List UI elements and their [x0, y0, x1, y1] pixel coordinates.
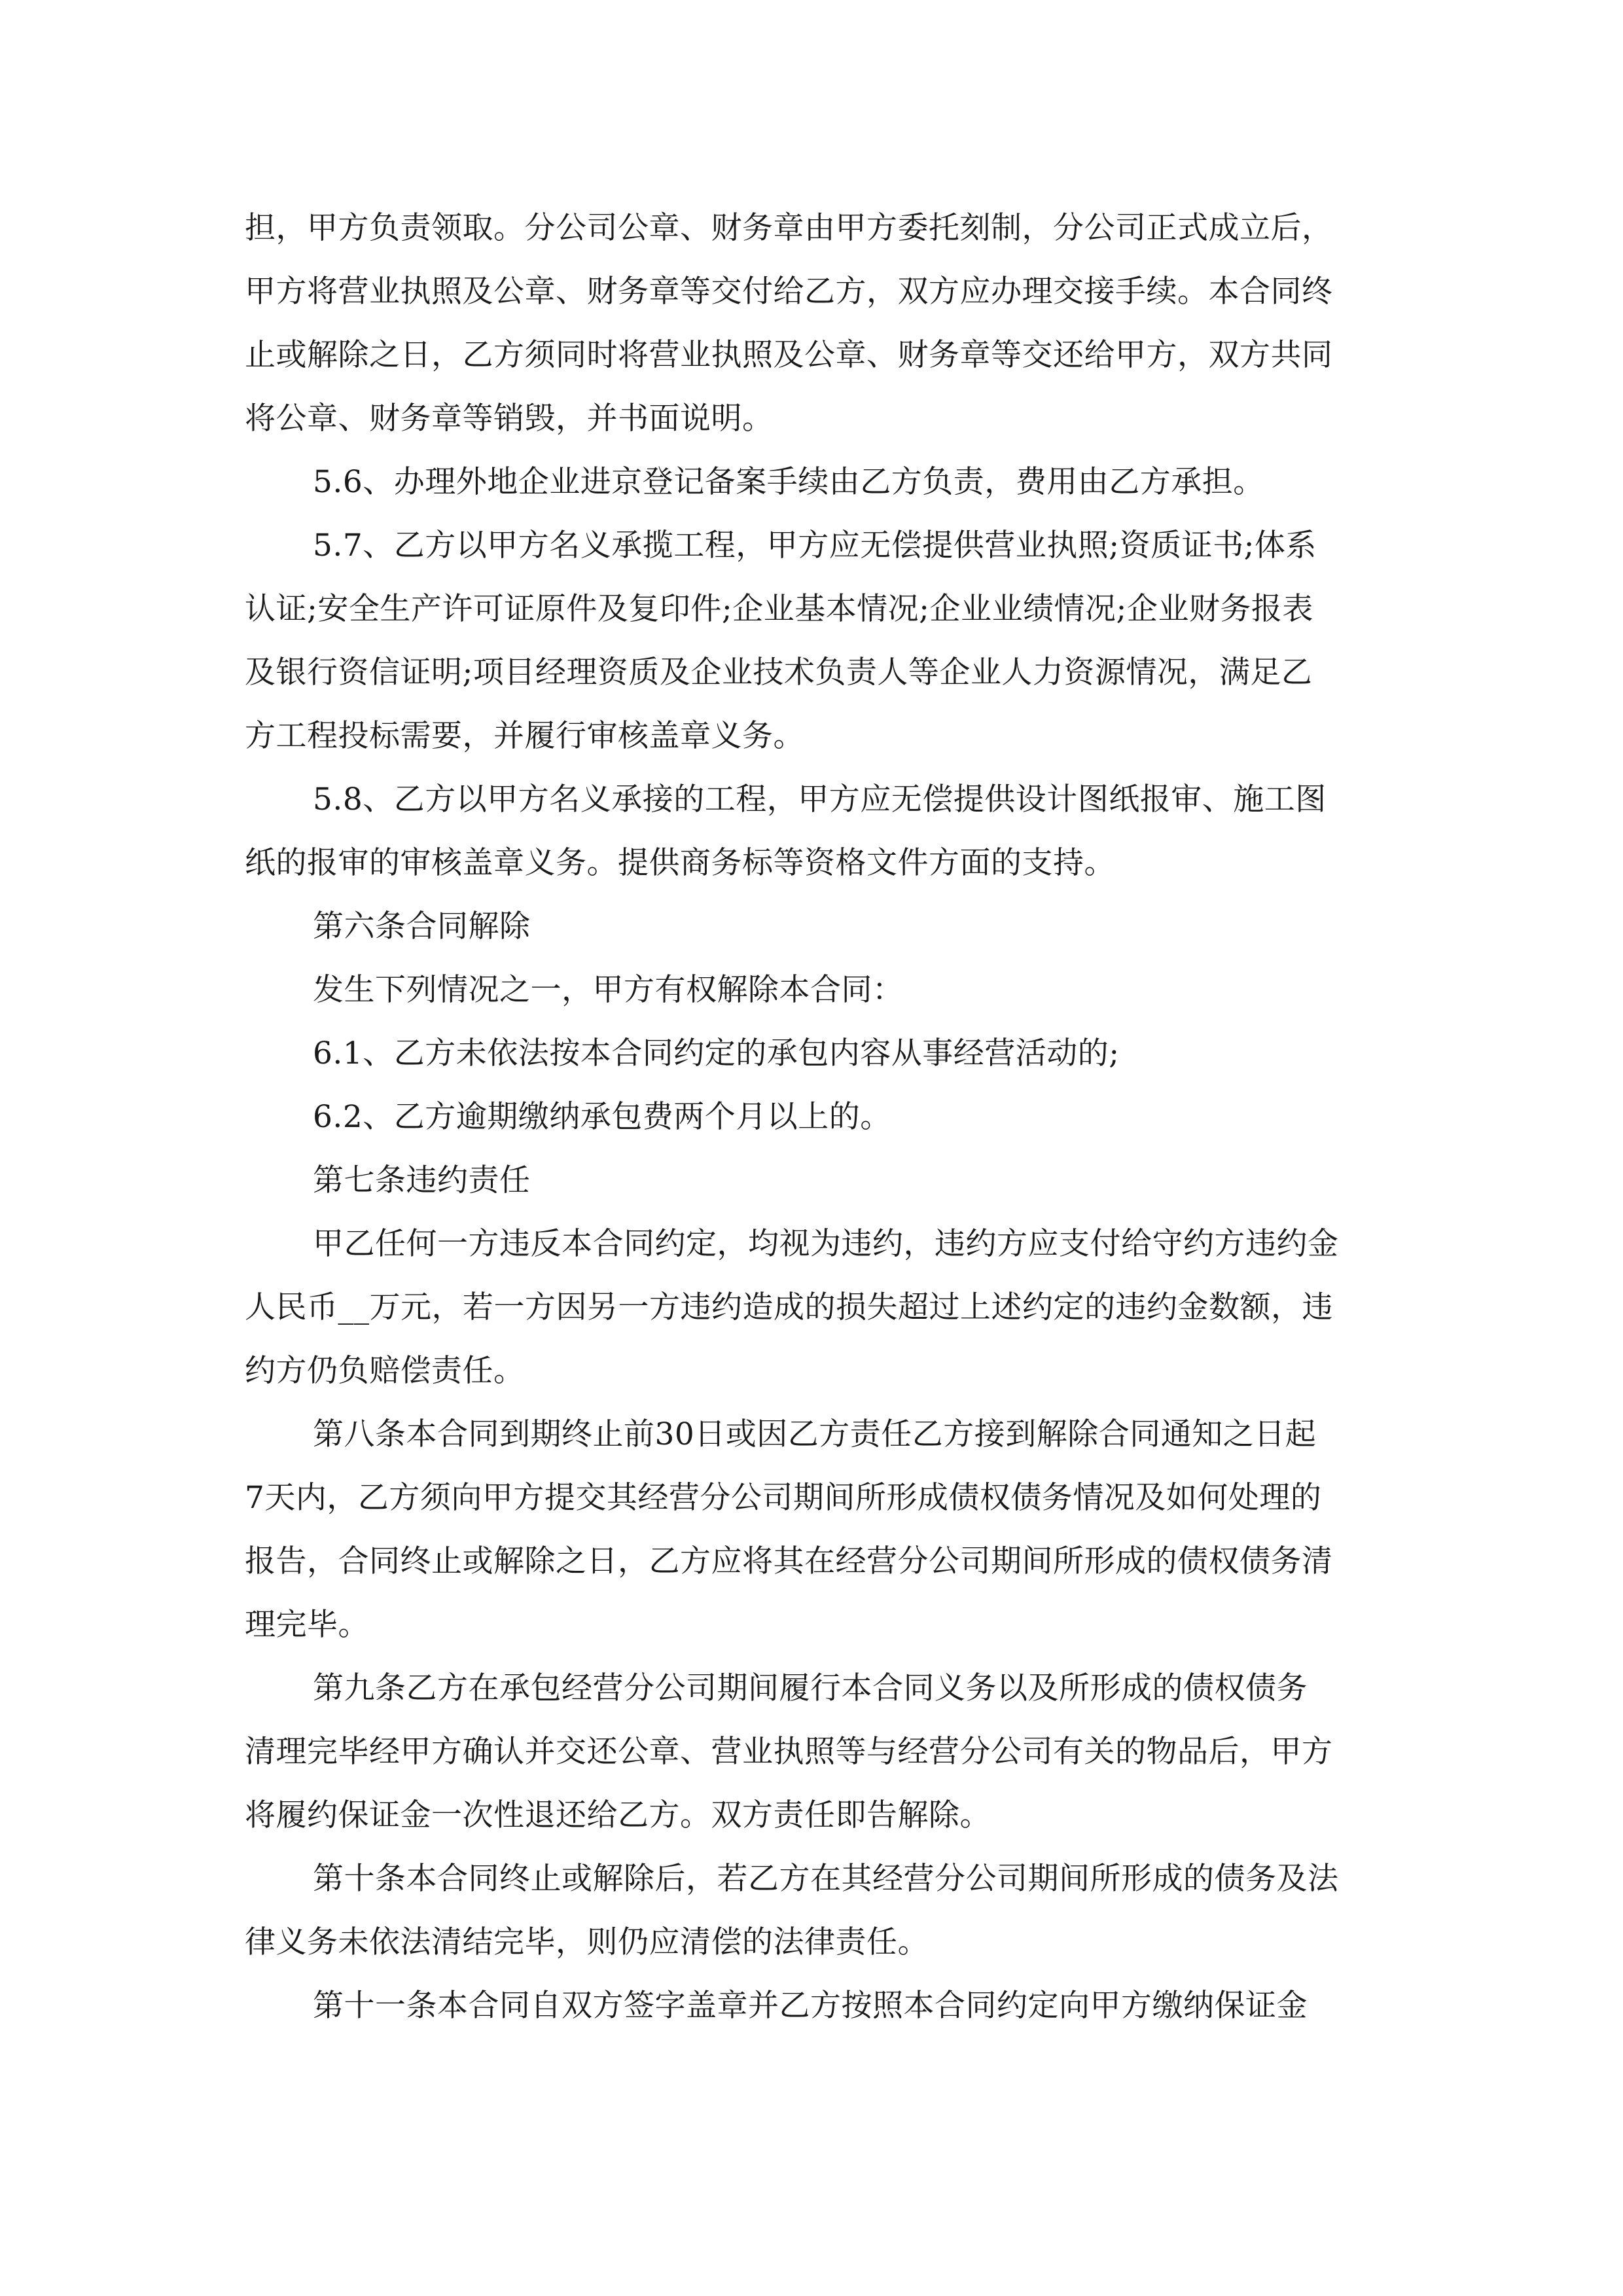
paragraph-5-6	[245, 450, 1377, 514]
text-line: 止或解除之日，乙方须同时将营业执照及公章、财务章等交还给甲方，双方共同	[245, 337, 1333, 373]
paragraph-6-1	[245, 1022, 1377, 1085]
paragraph-continue	[245, 196, 1377, 450]
text-line: 5.7、乙方以甲方名义承揽工程，甲方应无偿提供营业执照;资质证书;体系	[313, 528, 1317, 564]
text-line: 发生下列情况之一，甲方有权解除本合同：	[313, 972, 904, 1008]
article-9	[245, 1657, 1377, 1847]
article-7-title	[245, 1149, 1377, 1212]
text-line: 理完毕。	[245, 1607, 369, 1643]
text-line: 将履约保证金一次性退还给乙方。双方责任即告解除。	[245, 1797, 991, 1833]
text-line: 第十条本合同终止或解除后，若乙方在其经营分公司期间所形成的债务及法	[313, 1861, 1339, 1897]
text-line: 律义务未依法清结完毕，则仍应清偿的法律责任。	[245, 1924, 929, 1960]
text-line: 7天内，乙方须向甲方提交其经营分公司期间所形成债权债务情况及如何处理的	[245, 1480, 1322, 1516]
text-line: 5.8、乙方以甲方名义承接的工程，甲方应无偿提供设计图纸报审、施工图	[313, 781, 1327, 817]
text-line: 人民币__万元，若一方因另一方违约造成的损失超过上述约定的违约金数额，违	[245, 1289, 1333, 1325]
text-line: 甲乙任何一方违反本合同约定，均视为违约，违约方应支付给守约方违约金	[313, 1226, 1339, 1262]
text-line: 第八条本合同到期终止前30日或因乙方责任乙方接到解除合同通知之日起	[313, 1416, 1317, 1452]
text-line: 报告，合同终止或解除之日，乙方应将其在经营分公司期间所形成的债权债务清	[245, 1543, 1333, 1579]
paragraph-5-8	[245, 768, 1377, 895]
text-line: 清理完毕经甲方确认并交还公章、营业执照等与经营分公司有关的物品后，甲方	[245, 1734, 1333, 1770]
text-line: 及银行资信证明;项目经理资质及企业技术负责人等企业人力资源情况，满足乙	[245, 655, 1313, 691]
text-line: 甲方将营业执照及公章、财务章等交付给乙方，双方应办理交接手续。本合同终	[245, 274, 1333, 310]
text-line: 约方仍负赔偿责任。	[245, 1353, 525, 1389]
article-8	[245, 1403, 1377, 1657]
article-6-title	[245, 895, 1377, 958]
text-line: 纸的报审的审核盖章义务。提供商务标等资格文件方面的支持。	[245, 845, 1115, 881]
text-line: 担，甲方负责领取。分公司公章、财务章由甲方委托刻制，分公司正式成立后，	[245, 210, 1333, 246]
text-line: 第十一条本合同自双方签字盖章并乙方按照本合同约定向甲方缴纳保证金	[313, 1988, 1308, 2024]
text-line: 5.6、办理外地企业进京登记备案手续由乙方负责，费用由乙方承担。	[313, 464, 1264, 500]
article-11	[245, 1974, 1377, 2037]
text-line: 第六条合同解除	[313, 908, 531, 944]
paragraph-5-7	[245, 514, 1377, 768]
text-line: 方工程投标需要，并履行审核盖章义务。	[245, 718, 804, 754]
text-line: 将公章、财务章等销毁，并书面说明。	[245, 401, 774, 437]
article-6-intro	[245, 958, 1377, 1022]
article-10	[245, 1847, 1377, 1974]
paragraph-6-2	[245, 1085, 1377, 1149]
text-line: 6.1、乙方未依法按本合同约定的承包内容从事经营活动的;	[313, 1035, 1120, 1071]
text-line: 第九条乙方在承包经营分公司期间履行本合同义务以及所形成的债权债务	[313, 1670, 1308, 1706]
article-7-body	[245, 1212, 1377, 1403]
text-line: 第七条违约责任	[313, 1162, 531, 1198]
text-line: 认证;安全生产许可证原件及复印件;企业基本情况;企业业绩情况;企业财务报表	[245, 591, 1313, 627]
text-line: 6.2、乙方逾期缴纳承包费两个月以上的。	[313, 1099, 891, 1135]
document-page	[245, 196, 1377, 2037]
